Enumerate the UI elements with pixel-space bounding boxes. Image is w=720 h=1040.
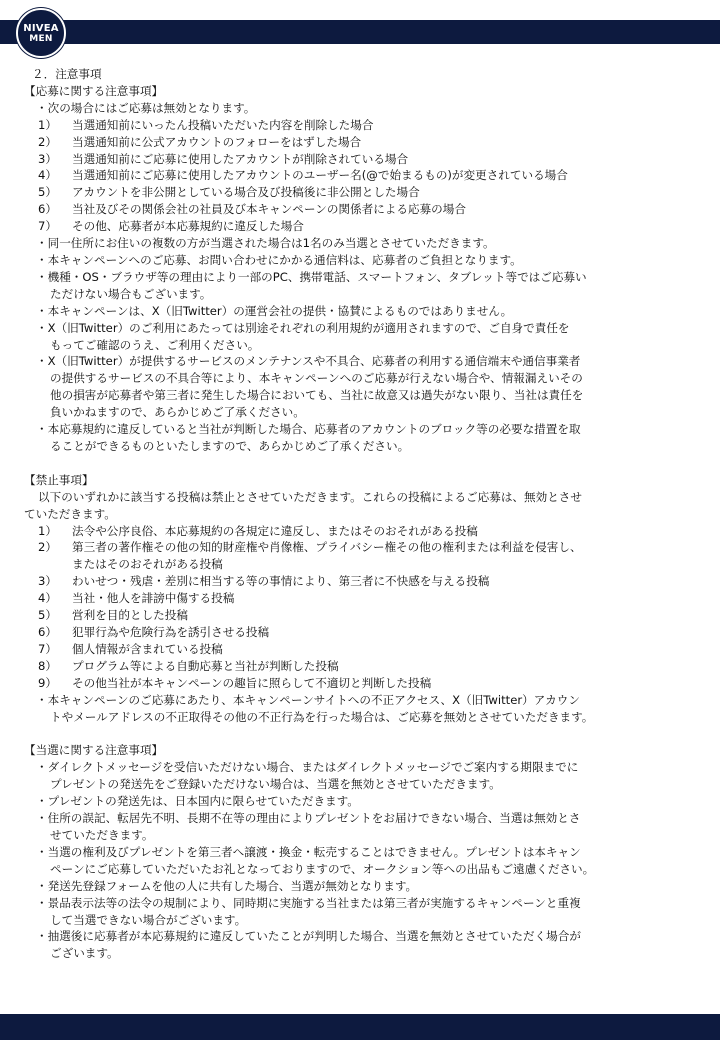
bullet-line: ・同一住所にお住いの複数の方が当選された場合は1名のみ当選とさせていただきます。 [36, 236, 495, 251]
list-item: 8） プログラム等による自動応募と当社が判断した投稿 [38, 658, 339, 673]
footer-bar [0, 1014, 720, 1040]
list-item: 9） その他当社が本キャンペーンの趣旨に照らして不適切と判断した投稿 [38, 675, 432, 690]
bullet-line: ・プレゼントの発送先は、日本国内に限らせていただきます。 [36, 794, 359, 809]
header-bar [0, 20, 720, 44]
bullet-continuation: して当選できない場合がございます。 [50, 912, 247, 927]
section2-intro: 以下のいずれかに該当する投稿は禁止とさせていただきます。これらの投稿によるご応募は、無効とさせ [38, 489, 582, 504]
list-item: 3） わいせつ・残虐・差別に相当する等の事情により、第三者に不快感を与える投稿 [38, 574, 490, 589]
list-item: 1） 法令や公序良俗、本応募規約の各規定に違反し、またはそのおそれがある投稿 [38, 523, 478, 538]
bullet-line: ・発送先登録フォームを他の人に共有した場合、当選が無効となります。 [36, 878, 418, 893]
bullet-line: ・本キャンペーンへのご応募、お問い合わせにかかる通信料は、応募者のご負担となります。 [36, 252, 522, 267]
bullet-continuation: ることができるものといたしますので、あらかじめご了承ください。 [50, 438, 410, 453]
bullet-continuation: ただけない場合もございます。 [50, 286, 212, 301]
list-item: 4） 当選通知前にご応募に使用したアカウントのユーザー名(@で始まるもの)が変更されている場合 [38, 168, 568, 183]
bullet-continuation: ペーンにご応募していただいたお礼となっておりますので、オークション等への出品もご遠慮ください。 [50, 861, 595, 876]
bullet-line: ・本キャンペーンは、X（旧Twitter）の運営会社の提供・協賛によるものではありません。 [36, 303, 513, 318]
bullet-continuation: の提供するサービスの不具合等により、本キャンペーンへのご応募が行えない場合や、情報漏えいその [50, 371, 583, 386]
bullet-line: ・X（旧Twitter）のご利用にあたっては別途それぞれの利用規約が適用されますので、ご自身で責任を [36, 320, 570, 335]
list-item: 6） 犯罪行為や危険行為を誘引させる投稿 [38, 625, 270, 639]
list-item: 1） 当選通知前にいったん投稿いただいた内容を削除した場合 [38, 117, 374, 132]
logo-line-1: NIVEA [23, 22, 59, 34]
bullet-continuation: トやメールアドレスの不正取得その他の不正行為を行った場合は、ご応募を無効とさせていただきます。 [50, 709, 594, 724]
list-item: 5） アカウントを非公開としている場合及び投稿後に非公開とした場合 [38, 185, 420, 200]
bullet-continuation: せていただきます。 [50, 827, 154, 842]
list-item: 3） 当選通知前にご応募に使用したアカウントが削除されている場合 [38, 151, 409, 166]
list-item: 2） 当選通知前に公式アカウントのフォローをはずした場合 [38, 134, 362, 149]
bullet-continuation: ございます。 [50, 946, 119, 961]
section-title-prohibited: 【禁止事項】 [24, 472, 94, 487]
page-heading: ２．注意事項 [32, 67, 102, 81]
bullet-line: ・機種・OS・ブラウザ等の理由により一部のPC、携帯電話、スマートフォン、タブレット等ではご応募い [36, 269, 587, 284]
section1-bullets [0, 235, 720, 455]
document-body [0, 66, 720, 962]
list-item: 2） 第三者の著作権その他の知的財産権や肖像権、プライバシー権その他の権利または利益を侵害し、 [38, 540, 582, 555]
bullet-line: ・本応募規約に違反していると当社が判断した場合、応募者のアカウントのブロック等の必要な措置を取 [36, 422, 581, 437]
section-title-winning: 【当選に関する注意事項】 [24, 743, 164, 758]
bullet-line: ・当選の権利及びプレゼントを第三者へ譲渡・換金・転売することはできません。プレゼントは本キャン [36, 844, 581, 859]
section-title-entry: 【応募に関する注意事項】 [24, 83, 164, 98]
section3-bullets [0, 759, 720, 962]
bullet-line: ・抽選後に応募者が本応募規約に違反していたことが判明した場合、当選を無効とさせていただく場合が [36, 929, 581, 944]
list-item: 4） 当社・他人を誹謗中傷する投稿 [38, 591, 235, 606]
section2-intro-continuation: ていただきます。 [24, 506, 116, 521]
section1-numbered-list [0, 117, 720, 235]
bullet-line: ・本キャンペーンのご応募にあたり、本キャンペーンサイトへの不正アクセス、X（旧Twitter）アカウン [36, 692, 580, 707]
nivea-men-logo [16, 8, 66, 58]
list-item: 5） 営利を目的とした投稿 [38, 608, 188, 623]
bullet-line: ・ダイレクトメッセージを受信いただけない場合、またはダイレクトメッセージでご案内する期限までに [36, 760, 579, 775]
bullet-continuation: もってご確認のうえ、ご利用ください。 [50, 337, 260, 352]
list-item: 6） 当社及びその関係会社の社員及び本キャンペーンの関係者による応募の場合 [38, 202, 466, 217]
list-item: 7） その他、応募者が本応募規約に違反した場合 [38, 219, 304, 234]
bullet-line: ・景品表示法等の法令の規制により、同時期に実施する当社または第三者が実施するキャンペーンと重複 [36, 895, 581, 910]
logo-line-2: MEN [29, 33, 53, 44]
section2-numbered-list [0, 523, 720, 692]
bullet-continuation: 他の損害が応募者や第三者に発生した場合においても、当社に故意又は過失がない限り、当社は責任を [50, 388, 584, 403]
list-item: 7） 個人情報が含まれている投稿 [38, 641, 223, 656]
bullet-line: ・住所の誤記、転居先不明、長期不在等の理由によりプレゼントをお届けできない場合、当選は無効とさ [36, 811, 581, 826]
bullet-continuation: 負いかねますので、あらかじめご了承ください。 [50, 405, 305, 420]
bullet-continuation: プレゼントの発送先をご登録いただけない場合は、当選を無効とさせていただきます。 [50, 777, 501, 792]
bullet-line: ・X（旧Twitter）が提供するサービスのメンテナンスや不具合、応募者の利用する通信端末や通信事業者 [36, 354, 581, 369]
section1-intro: ・次の場合にはご応募は無効となります。 [36, 100, 256, 115]
list-item-continuation: またはそのおそれがある投稿 [72, 557, 223, 572]
